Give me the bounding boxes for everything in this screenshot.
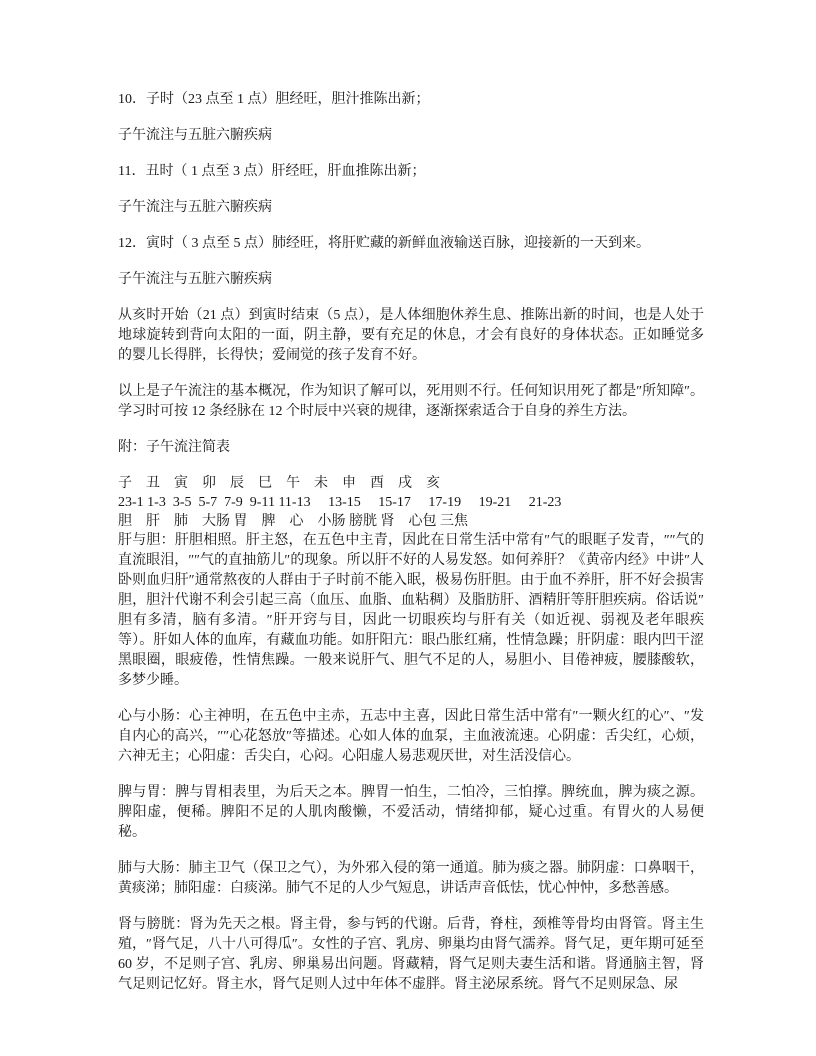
table-row-hour-ranges: 23-1 1-3 3-5 5-7 7-9 9-11 11-13 13-15 15-17 17-19 19-21 21-23: [118, 495, 562, 510]
paragraph-lung-large-intestine: 肺与大肠：肺主卫气（保卫之气），为外邪入侵的第一通道。肺为痰之器。肺阴虚：口鼻咽干，黄痰涕；肺阳虚：白痰涕。肺气不足的人少气短息，讲话声音低怯，忧心忡忡，多愁善感。: [118, 861, 704, 896]
section-heading-meridian-flow-3: 子午流注与五脏六腑疾病: [118, 272, 272, 287]
list-item-11-chou-hour: 11．丑时（ 1 点至 3 点）肝经旺，肝血推陈出新；: [118, 164, 426, 179]
section-heading-meridian-flow-2: 子午流注与五脏六腑疾病: [118, 200, 272, 215]
heading-appendix-table-title: 附：子午流注简表: [118, 440, 230, 455]
section-heading-meridian-flow-1: 子午流注与五脏六腑疾病: [118, 128, 272, 143]
paragraph-heart-small-intestine: 心与小肠：心主神明，在五色中主赤，五志中主喜，因此日常生活中常有″一颗火红的心″、″发自内心的高兴，″″心花怒放″等描述。心如人体的血泵，主血液流速。心阴虚：舌尖红，心烦，六神无主；心阳虚：舌尖白，心闷。心阳虚人易悲观厌世，对生活没信心。: [118, 709, 704, 764]
list-item-12-yin-hour: 12．寅时（ 3 点至 5 点）肺经旺，将肝贮藏的新鲜血液输送百脉，迎接新的一天到来。: [118, 236, 650, 251]
list-item-10-zi-hour: 10．子时（23 点至 1 点）胆经旺，胆汁推陈出新；: [118, 92, 430, 107]
paragraph-liver-gallbladder: 肝与胆：肝胆相照。肝主怒，在五色中主青，因此在日常生活中常有″气的眼眶子发青，″″气的直流眼泪，″″气的直抽筋儿″的现象。所以肝不好的人易发怒。如何养肝？《黄帝内经》中讲″人卧则血归肝″通常熬夜的人群由于子时前不能入眠，极易伤肝胆。由于血不养肝，肝不好会损害胆，胆汁代谢不利会引起三高（血压、血脂、血粘稠）及脂肪肝、酒精肝等肝胆疾病。俗话说″胆有多清，脑有多清。″肝开窍与目，因此一切眼疾均与肝有关（如近视、弱视及老年眼疾等）。肝如人体的血库，有藏血功能。如肝阳亢：眼凸胀红痛，性情急躁；肝阴虚：眼内凹干涩黑眼圈，眼疲倦，性情焦躁。一般来说肝气、胆气不足的人，易胆小、目倦神疲，腰膝酸软，多梦少睡。: [118, 533, 704, 688]
paragraph-night-rest: 从亥时开始（21 点）到寅时结束（5 点），是人体细胞休养生息、推陈出新的时间，也是人处于地球旋转到背向太阳的一面，阴主静，要有充足的休息，才会有良好的身体状态。正如睡觉多的婴儿长得胖，长得快；爱闹觉的孩子发育不好。: [118, 308, 704, 363]
paragraph-kidney-bladder: 肾与膀胱：肾为先天之根。肾主骨，参与钙的代谢。后背，脊柱，颈椎等骨均由肾管。肾主生殖，″肾气足，八十八可得瓜″。女性的子宫、乳房、卵巢均由肾气濡养。肾气足，更年期可延至 60 岁，不足则子宫、乳房、卵巢易出问题。肾藏精，肾气足则夫妻生活和谐。肾通脑主智，肾气足则记忆好。肾主水，肾气足则人过中年体不虚胖。肾主泌尿系统。肾气不足则尿急、尿: [118, 917, 704, 992]
table-row-earthly-branches: 子 丑 寅 卯 辰 巳 午 未 申 酉 戌 亥: [118, 476, 440, 491]
paragraph-spleen-stomach: 脾与胃：脾与胃相表里，为后天之本。脾胃一怕生，二怕冷，三怕撑。脾统血，脾为痰之源。脾阳虚，便稀。脾阳不足的人肌肉酸懒，不爱活动，情绪抑郁，疑心过重。有胃火的人易便秘。: [118, 785, 704, 840]
table-row-organs: 胆 肝 肺 大肠 胃 脾 心 小肠 膀胱 肾 心包 三焦: [118, 514, 468, 529]
paragraph-summary: 以上是子午流注的基本概况，作为知识了解可以，死用则不行。任何知识用死了都是″所知障″。学习时可按 12 条经脉在 12 个时辰中兴衰的规律，逐渐探索适合于自身的养生方法。: [118, 384, 704, 419]
